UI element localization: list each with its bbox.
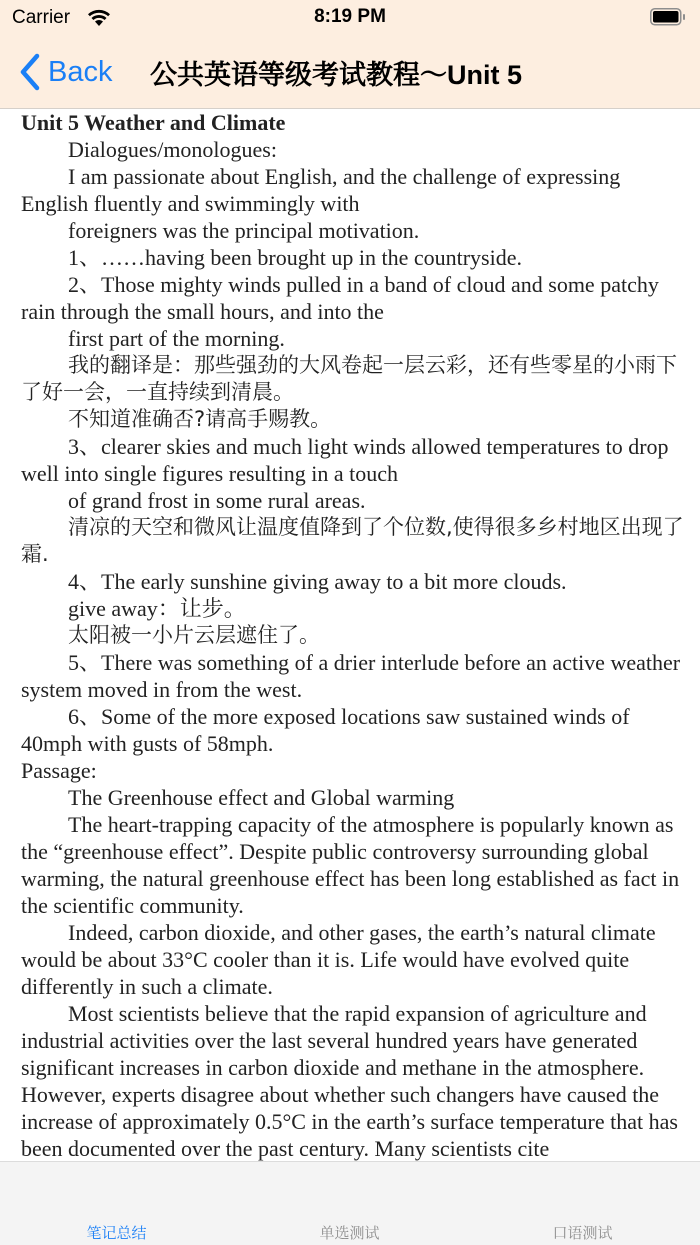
paragraph: foreigners was the principal motivation.: [68, 218, 420, 243]
status-bar: [0, 0, 700, 36]
back-button[interactable]: [18, 50, 112, 94]
header: [0, 0, 700, 109]
tab-oral-test[interactable]: 口语测试: [552, 1224, 613, 1242]
paragraph: 我的翻译是：那些强劲的大风卷起一层云彩，还有些零星的小雨下了好一会，一直持续到清晨。: [21, 353, 677, 404]
paragraph: Indeed, carbon dioxide, and other gases, the earth’s natural climate would be about 33°C cooler than it is. Life would have evolved quite differently in such a climate.: [21, 920, 656, 999]
chevron-left-icon: [18, 53, 42, 91]
paragraph: Passage:: [21, 758, 97, 783]
back-label: Back: [48, 55, 113, 88]
paragraph: 5、There was something of a drier interlude before an active weather system moved in from the west.: [21, 650, 681, 702]
paragraph: 6、Some of the more exposed locations saw sustained winds of 40mph with gusts of 58mph.: [21, 704, 630, 756]
paragraph: The heart-trapping capacity of the atmosphere is popularly known as the “greenhouse effect”. Despite public controversy surrounding global warming, the natural greenhouse effect has been long established as fact in the scientific community.: [21, 812, 680, 918]
page-title: 公共英语等级考试教程～Unit 5: [150, 60, 523, 90]
paragraph: 1、……having been brought up in the countryside.: [68, 245, 522, 270]
paragraph: 清凉的天空和微风让温度值降到了个位数,使得很多乡村地区出现了霜.: [21, 515, 684, 566]
paragraph: 不知道准确否?请高手赐教。: [68, 407, 332, 431]
paragraph: 太阳被一小片云层遮住了。: [68, 623, 320, 647]
tab-notes-summary[interactable]: 笔记总结: [86, 1224, 147, 1242]
paragraph: 4、The early sunshine giving away to a bit more clouds.: [68, 569, 567, 594]
paragraph: Dialogues/monologues:: [68, 137, 277, 162]
paragraph: give away：让步。: [68, 596, 246, 621]
tab-bar: [0, 1161, 700, 1245]
paragraph: I am passionate about English, and the challenge of expressing English fluently and swimmingly with: [21, 164, 621, 216]
paragraph: The Greenhouse effect and Global warming: [68, 785, 455, 810]
clock: 8:19 PM: [314, 6, 386, 27]
battery-icon: [650, 8, 686, 26]
navigation-bar: [0, 36, 700, 108]
paragraph: of grand frost in some rural areas.: [68, 488, 366, 513]
tab-single-choice-test[interactable]: 单选测试: [319, 1224, 380, 1242]
paragraph: 3、clearer skies and much light winds allowed temperatures to drop well into single figures resulting in a touch: [21, 434, 669, 486]
unit-title: Unit 5 Weather and Climate: [21, 110, 286, 135]
carrier-label: Carrier: [12, 7, 71, 28]
paragraph: first part of the morning.: [68, 326, 285, 351]
lesson-content[interactable]: [0, 109, 700, 1161]
paragraph: 2、Those mighty winds pulled in a band of cloud and some patchy rain through the small hours, and into the: [21, 272, 659, 324]
paragraph: Most scientists believe that the rapid expansion of agriculture and industrial activities over the last several hundred years have generated significant increases in carbon dioxide and methane in the atmosphere. However, experts disagree about whether such changers have caused the increase of approximately 0.5°C in the earth’s surface temperature that has been documented over the past century. Many scientists cite: [21, 1001, 678, 1161]
